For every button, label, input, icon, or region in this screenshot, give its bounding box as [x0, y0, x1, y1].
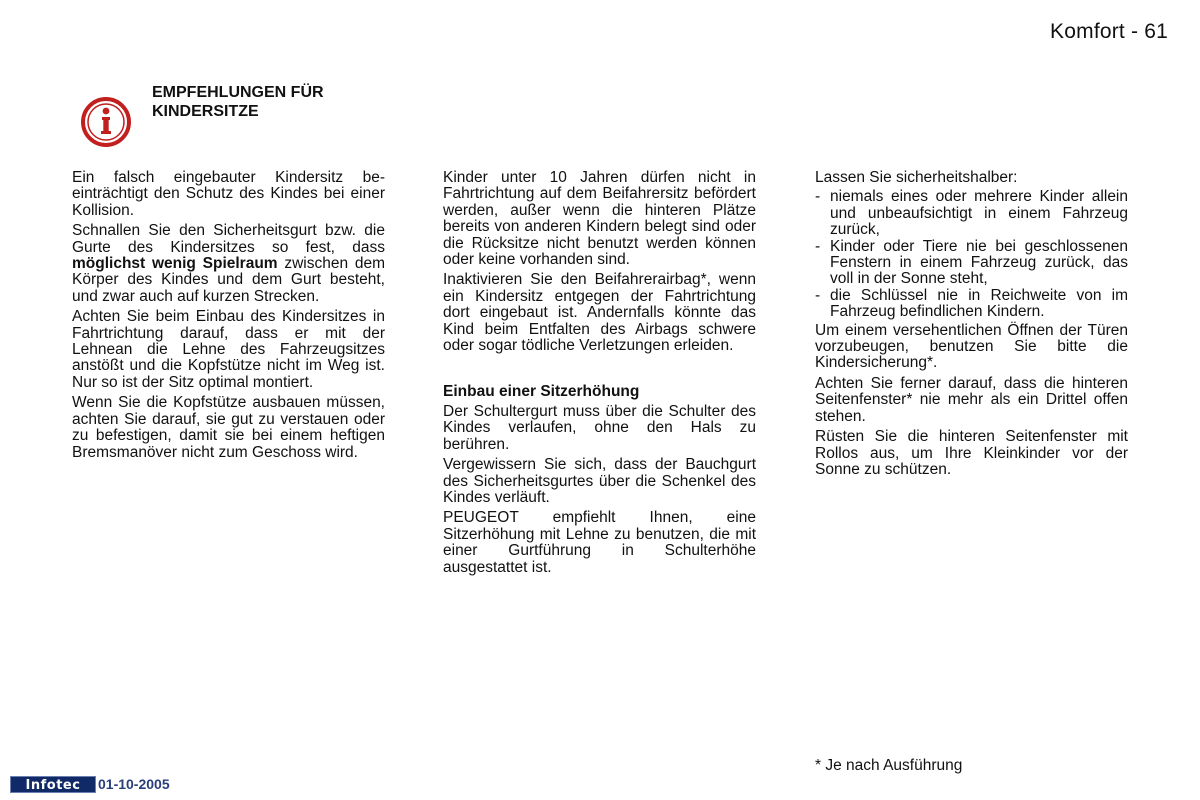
list-item [815, 189, 1128, 238]
list-item-text: niemals eines oder mehrere Kinder allein und unbeaufsichtigt in einem Fahrzeug zurück, [830, 188, 1128, 239]
bullet-marker: - [815, 237, 821, 255]
list-item-text: die Schlüssel nie in Reichweite von im Fahrzeug befindlichen Kindern. [830, 286, 1128, 321]
page-header: Komfort - 61 [1050, 20, 1168, 43]
paragraph: Um einem versehentlichen Öffnen der Türen vorzubeugen, benutzen Sie bitte die Kindersicherung*. [815, 321, 1128, 372]
paragraph: Kinder unter 10 Jahren dürfen nicht in Fahrtrichtung auf dem Beifahrersitz befördert werden, außer wenn die hinteren Plätze bereits von anderen Kindern belegt sind oder die Rücksitze nicht benutzt werden können oder keine vorhanden sind. [443, 169, 756, 269]
list-item [815, 288, 1128, 321]
list-item-text: Kinder oder Tiere nie bei geschlossenen Fenstern in einem Fahrzeug zurück, das voll in der Sonne steht, [830, 237, 1128, 288]
paragraph-belt [72, 223, 385, 305]
paragraph-intro: Lassen Sie sicherheitshalber: [815, 169, 1018, 186]
text-column-3 [815, 170, 1128, 482]
list-item [815, 239, 1128, 288]
bullet-list [815, 189, 1128, 320]
paragraph: Der Schultergurt muss über die Schulter des Kindes verlaufen, ohne den Hals zu berühren. [443, 402, 756, 453]
text-column-1 [72, 170, 385, 465]
paragraph-text: zwischen dem Körper des Kindes und dem Gurt besteht, und zwar auch auf kurzen Strecken. [72, 255, 385, 305]
paragraph: Achten Sie beim Einbau des Kindersitzes in Fahrtrichtung darauf, dass er mit der Lehnean die Lehne des Fahrzeugsitzes anstößt und die Kopfstütze nicht im Weg ist. Nur so ist der Sitz optimal montiert. [72, 308, 385, 391]
paragraph: Achten Sie ferner darauf, dass die hinteren Seitenfenster* nie mehr als ein Drittel offen stehen. [815, 374, 1128, 425]
text-column-2 [443, 170, 756, 580]
subheading: Einbau einer Sitzerhöhung [443, 383, 640, 401]
bullet-marker: - [815, 286, 821, 304]
paragraph-text: Schnallen Sie den Sicherheitsgurt bzw. die Gurte des Kindersitzes so fest, dass [72, 222, 385, 256]
footer-date: 01-10-2005 [98, 776, 170, 792]
bullet-marker: - [815, 188, 821, 206]
footnote: * Je nach Ausführung [815, 757, 963, 774]
paragraph: Rüsten Sie die hinteren Seitenfenster mit Rollos aus, um Ihre Kleinkinder vor der Sonne zu schützen. [815, 428, 1128, 478]
paragraph: Inaktivieren Sie den Beifahrerairbag*, wenn ein Kindersitz entgegen der Fahrtrichtung dort eingebaut ist. Andernfalls könnte das Kind beim Entfalten des Airbags schwere oder sogar tödliche Verletzungen erleiden. [443, 271, 756, 355]
section-title [152, 83, 324, 121]
paragraph: PEUGEOT empfiehlt Ihnen, eine Sitzerhöhung mit Lehne zu benutzen, die mit einer Gurtführung in Schulterhöhe ausgestattet ist. [443, 509, 756, 576]
section-title-line-1: EMPFEHLUNGEN FÜR [152, 84, 324, 101]
paragraph: Wenn Sie die Kopfstütze ausbauen müssen, achten Sie darauf, sie gut zu verstauen oder zu befestigen, damit sie bei einem heftigen Bremsmanöver nicht zum Geschoss wird. [72, 394, 385, 461]
paragraph: Ein falsch eingebauter Kindersitz beeinträchtigt den Schutz des Kindes bei einer Kollision. [72, 169, 385, 219]
infotec-logo: Infotec [10, 776, 96, 793]
paragraph: Vergewissern Sie sich, dass der Bauchgurt des Sicherheitsgurtes über die Schenkel des Kindes verläuft. [443, 456, 756, 506]
section-title-line-2: KINDERSITZE [152, 103, 259, 120]
emphasis-text: möglichst wenig Spielraum [72, 255, 278, 273]
info-icon [80, 96, 132, 148]
